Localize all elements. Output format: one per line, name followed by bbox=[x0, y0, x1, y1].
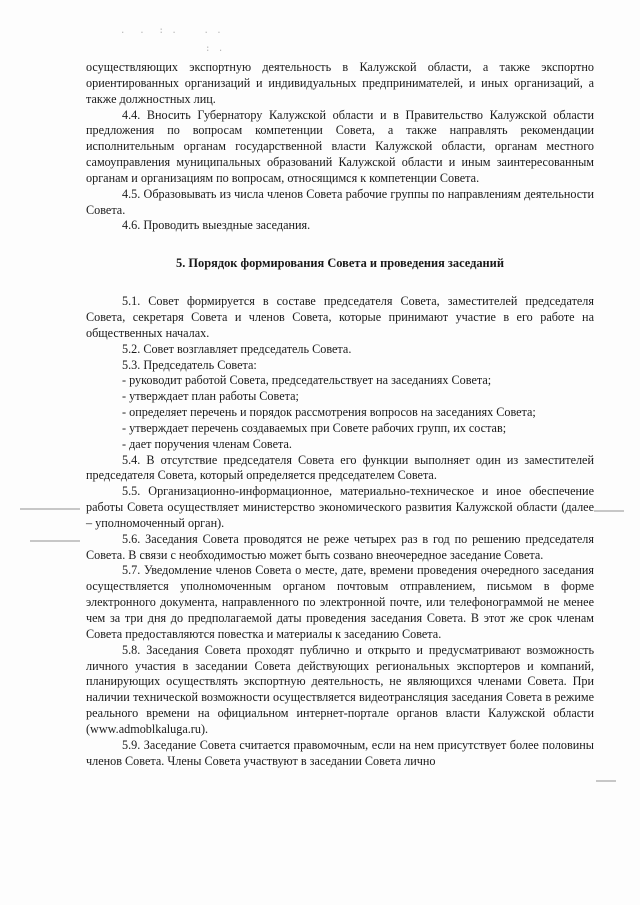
paragraph: 5.6. Заседания Совета проводятся не реже четырех раз в год по решению председателя Совета. В связи с необходимостью может быть созвано внеочередное заседание Совета. bbox=[86, 531, 594, 562]
scan-artifact-line bbox=[20, 508, 80, 510]
paragraph: - утверждает план работы Совета; bbox=[122, 389, 299, 404]
paragraph: 5.7. Уведомление членов Совета о месте, дате, времени проведения очередного заседания осуществляется уполномоченным органом почтовым отправлением, письмом в форме электронного документа, направленного по электронной почте, или телефонограммой не менее чем за три дня до предполагаемой даты проведения заседания Совета. В этот же срок членам Совета предоставляются повестка и материалы к заседанию Совета. bbox=[86, 563, 594, 641]
scan-artifact-line bbox=[594, 510, 624, 512]
paragraph: 5.5. Организационно-информационное, материально-техническое и иное обеспечение работы Совета осуществляет министерство экономического развития Калужской области (далее – уполномоченный орган). bbox=[86, 484, 594, 530]
paragraph: 4.4. Вносить Губернатору Калужской области и в Правительство Калужской области предложения по вопросам компетенции Совета, а также направлять рекомендации исполнительным органам государственной власти Калужской области, органам местного самоуправления муниципальных образований Калужской области и иным заинтересованным органам и организациям по вопросам, относящимся к компетенции Совета. bbox=[86, 107, 594, 185]
paragraph: - руководит работой Совета, председательствует на заседаниях Совета; bbox=[122, 373, 492, 388]
document-body bbox=[86, 60, 594, 769]
paragraph: - определяет перечень и порядок рассмотрения вопросов на заседаниях Совета; bbox=[122, 405, 536, 420]
paragraph: 5.4. В отсутствие председателя Совета его функции выполняет один из заместителей председателя Совета, который определяется председателем Совета. bbox=[86, 452, 594, 483]
paragraph: осуществляющих экспортную деятельность в Калужской области, а также экспортно ориентированных организаций и индивидуальных предпринимателей, и иных организаций, а также должностных лиц. bbox=[86, 60, 594, 106]
paragraph: 5.9. Заседание Совета считается правомочным, если на нем присутствует более половины членов Совета. Члены Совета участвуют в заседании Совета лично bbox=[86, 737, 594, 768]
paragraph: 4.6. Проводить выездные заседания. bbox=[122, 218, 311, 233]
scan-artifact-line bbox=[596, 780, 616, 782]
paragraph: 5.2. Совет возглавляет председатель Совета. bbox=[122, 341, 352, 356]
paragraphs-after-heading bbox=[86, 294, 594, 769]
paragraph: - дает поручения членам Совета. bbox=[122, 436, 292, 451]
paragraph: 5.1. Совет формируется в составе председателя Совета, заместителей председателя Совета, секретаря Совета и членов Совета, которые принимают участие в его работе на общественных началах. bbox=[86, 294, 594, 340]
paragraph: 5.8. Заседания Совета проходят публично и открыто и предусматривают возможность личного участия в заседании Совета действующих региональных экспортеров и компаний, планирующих осуществлять экспортную деятельность, не являющихся членами Совета. При наличии технической возможности осуществляется видеотрансляция заседания Совета в режиме реального времени на официальном интернет-портале органов власти Калужской области (www.admoblkaluga.ru). bbox=[86, 642, 594, 736]
paragraph: 5.3. Председатель Совета: bbox=[122, 357, 257, 372]
paragraph: 4.5. Образовывать из числа членов Совета рабочие группы по направлениям деятельности Совета. bbox=[86, 186, 594, 217]
scan-artifact-line bbox=[30, 540, 80, 542]
paragraph: - утверждает перечень создаваемых при Совете рабочих групп, их состав; bbox=[122, 420, 507, 435]
scan-artifact-top-2: : . bbox=[205, 44, 225, 54]
scan-artifact-top: . . : . . . bbox=[120, 26, 223, 36]
paragraphs-before-heading bbox=[86, 60, 594, 234]
section-heading: 5. Порядок формирования Совета и проведения заседаний bbox=[176, 256, 504, 271]
